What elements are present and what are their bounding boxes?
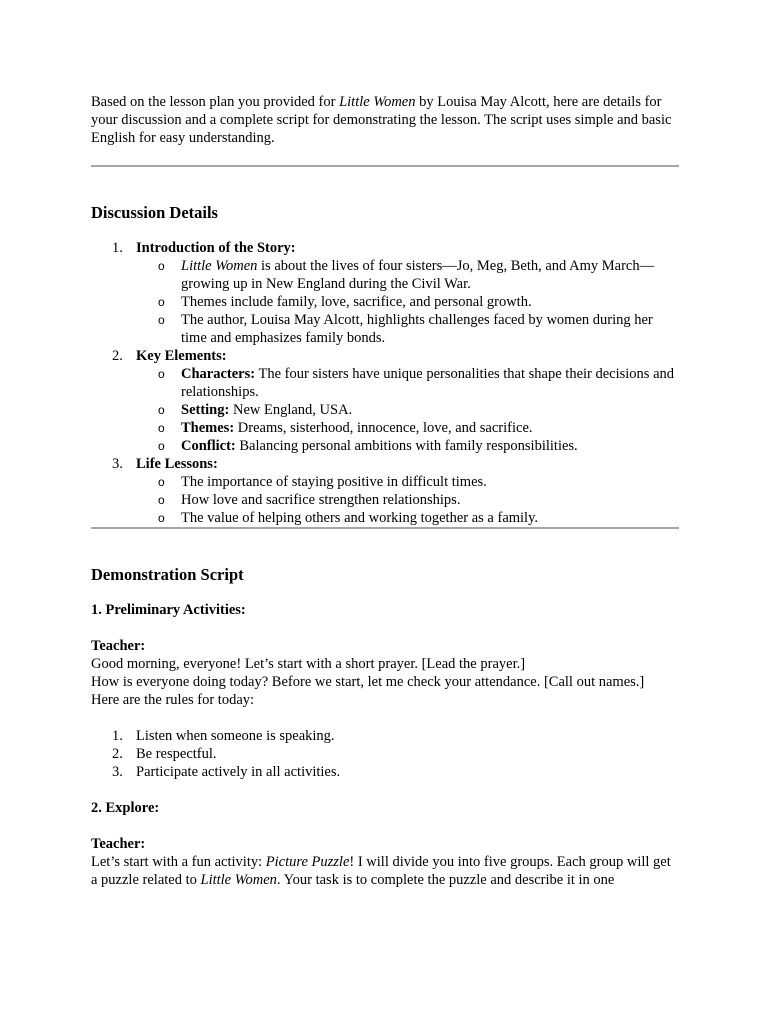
item-title: Life Lessons: (136, 456, 218, 472)
intro-text-start: Based on the lesson plan you provided for (91, 94, 340, 110)
bullet-text: Themes include family, love, sacrifice, and personal growth. (181, 294, 532, 310)
item-number: 1. (112, 240, 123, 256)
bullet-text: How love and sacrifice strengthen relationships. (181, 492, 461, 508)
discussion-item (91, 239, 679, 347)
document-page (91, 93, 679, 889)
rule-item (91, 763, 679, 781)
intro-paragraph (91, 93, 679, 147)
script-line: Here are the rules for today: (91, 692, 255, 708)
discussion-list (91, 239, 679, 527)
bullet-bold-label: Characters: (181, 366, 256, 382)
explore-heading: 2. Explore: (91, 800, 160, 816)
bullet-text: Dreams, sisterhood, innocence, love, and sacrifice. (234, 420, 533, 436)
bullet-text: The author, Louisa May Alcott, highlights challenges faced by women during her time and emphasizes family bonds. (181, 312, 653, 346)
horizontal-rule (91, 527, 679, 529)
rule-number: 1. (112, 728, 123, 744)
explore-text: . Your task is to complete the puzzle and describe it in one (276, 872, 615, 888)
bullet-item (136, 311, 679, 347)
rule-item (91, 727, 679, 745)
intro-text-end: by Louisa May Alcott, here are details for your discussion and a complete script for demonstrating the lesson. The script uses simple and basic English for easy understanding. (91, 94, 672, 146)
bullet-text: Balancing personal ambitions with family responsibilities. (235, 438, 578, 454)
bullet-bold-label: Themes: (181, 420, 235, 436)
speaker-label: Teacher: (91, 836, 146, 852)
bullet-item (136, 473, 679, 491)
item-title: Introduction of the Story: (136, 240, 296, 256)
bullet-icon: o (158, 367, 165, 381)
bullet-text: The four sisters have unique personalities that shape their decisions and relationships. (181, 366, 675, 400)
bullet-list (136, 473, 679, 527)
activity-name: Picture Puzzle (265, 854, 350, 870)
bullet-text: The value of helping others and working together as a family. (181, 510, 539, 526)
bullet-icon: o (158, 421, 165, 435)
book-title: Little Women (200, 872, 277, 888)
bullet-text: The importance of staying positive in difficult times. (181, 474, 487, 490)
bullet-icon: o (158, 313, 165, 327)
bullet-icon: o (158, 439, 165, 453)
bullet-italic: Little Women (181, 258, 258, 274)
bullet-list (136, 365, 679, 455)
speaker-label: Teacher: (91, 638, 146, 654)
bullet-icon: o (158, 403, 165, 417)
bullet-item (136, 491, 679, 509)
item-title: Key Elements: (136, 348, 227, 364)
script-line: How is everyone doing today? Before we start, let me check your attendance. [Call out names.] (91, 674, 645, 690)
bullet-list (136, 257, 679, 347)
discussion-item (91, 455, 679, 527)
bullet-item (136, 365, 679, 401)
explore-text: Let’s start with a fun activity: (91, 854, 266, 870)
discussion-item (91, 347, 679, 455)
bullet-item (136, 293, 679, 311)
bullet-item (136, 257, 679, 293)
bullet-item (136, 401, 679, 419)
prelim-heading: 1. Preliminary Activities: (91, 602, 246, 618)
rule-text: Participate actively in all activities. (136, 764, 341, 780)
rule-item (91, 745, 679, 763)
bullet-item (136, 419, 679, 437)
rule-number: 3. (112, 764, 123, 780)
rule-text: Be respectful. (136, 746, 217, 762)
item-number: 2. (112, 348, 123, 364)
bullet-bold-label: Setting: (181, 402, 230, 418)
bullet-icon: o (158, 259, 165, 273)
intro-book-title: Little Women (339, 94, 416, 110)
discussion-heading: Discussion Details (91, 203, 218, 222)
bullet-text: New England, USA. (229, 402, 353, 418)
bullet-icon: o (158, 511, 165, 525)
bullet-item (136, 437, 679, 455)
demo-heading: Demonstration Script (91, 565, 244, 584)
rules-list (91, 727, 679, 781)
explore-text: ! I will divide you into five groups. Each group will get a puzzle related to (91, 854, 671, 888)
bullet-icon: o (158, 475, 165, 489)
bullet-text: is about the lives of four sisters—Jo, Meg, Beth, and Amy March—growing up in New England during the Civil War. (181, 258, 655, 292)
bullet-icon: o (158, 295, 165, 309)
horizontal-rule (91, 165, 679, 167)
rule-text: Listen when someone is speaking. (136, 728, 335, 744)
bullet-bold-label: Conflict: (181, 438, 236, 454)
script-line (91, 853, 679, 889)
rule-number: 2. (112, 746, 123, 762)
item-number: 3. (112, 456, 123, 472)
bullet-icon: o (158, 493, 165, 507)
script-line: Good morning, everyone! Let’s start with a short prayer. [Lead the prayer.] (91, 656, 526, 672)
bullet-item (136, 509, 679, 527)
